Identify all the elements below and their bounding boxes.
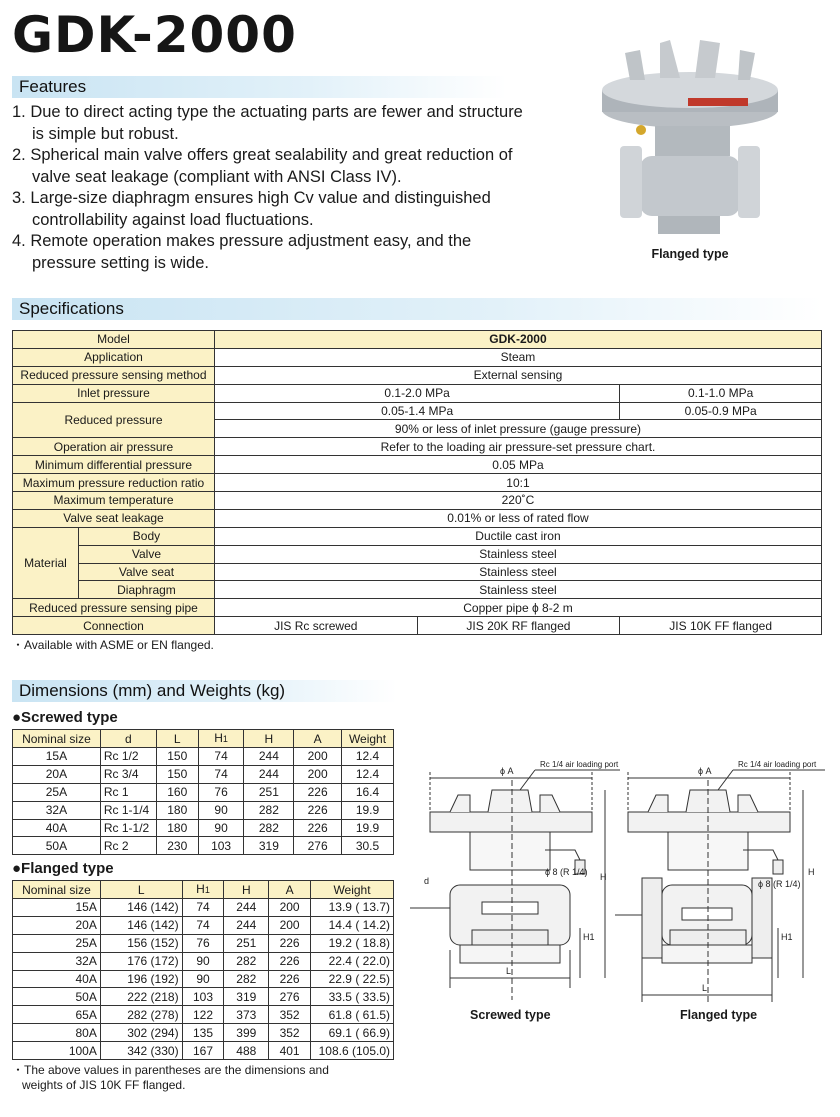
table-cell: 108.6 (105.0) (311, 1042, 394, 1060)
table-row (13, 331, 822, 349)
table-cell: 200 (294, 765, 342, 783)
table-cell: 135 (182, 1024, 224, 1042)
spec-value: JIS 20K RF flanged (417, 617, 620, 635)
table-row (13, 952, 394, 970)
table-cell: 244 (244, 765, 294, 783)
spec-label: Maximum temperature (13, 492, 215, 510)
feature-item: 2. Spherical main valve offers great sealability and great reduction of valve seat leakage (compliant with ANSI Class IV). (12, 146, 513, 186)
table-row (13, 916, 394, 934)
table-cell: 15A (13, 899, 101, 917)
screwed-dimensions-table (12, 729, 394, 855)
table-cell: 20A (13, 916, 101, 934)
table-cell: 22.9 ( 22.5) (311, 970, 394, 988)
table-cell: 19.2 ( 18.8) (311, 934, 394, 952)
column-header: H (224, 881, 269, 899)
table-row (13, 456, 822, 474)
spec-value: External sensing (214, 366, 821, 384)
table-cell: 150 (156, 748, 198, 766)
spec-label: Valve seat (78, 563, 214, 581)
table-cell: 19.9 (342, 819, 394, 837)
table-cell: Rc 1-1/2 (100, 819, 156, 837)
table-cell: 20A (13, 765, 101, 783)
table-row (13, 438, 822, 456)
table-cell: 196 (192) (100, 970, 182, 988)
flanged-H1-label: H1 (781, 932, 793, 942)
table-row (13, 366, 822, 384)
table-cell: 282 (244, 819, 294, 837)
feature-item: 3. Large-size diaphragm ensures high Cv value and distinguished controllability against load fluctuations. (12, 189, 491, 229)
table-cell: 90 (182, 970, 224, 988)
dimensions-note-line: weights of JIS 10K FF flanged. (22, 1078, 186, 1092)
table-row (13, 348, 822, 366)
table-cell: 14.4 ( 14.2) (311, 916, 394, 934)
table-cell: 401 (269, 1042, 311, 1060)
table-cell: 282 (224, 970, 269, 988)
table-cell: 74 (198, 765, 244, 783)
table-row (13, 934, 394, 952)
spec-value: Stainless steel (214, 581, 821, 599)
table-row (13, 527, 822, 545)
flanged-port-label: Rc 1/4 air loading port (738, 760, 817, 769)
screwed-H1-label: H1 (583, 932, 595, 942)
table-row (13, 801, 394, 819)
spec-value: Refer to the loading air pressure-set pressure chart. (214, 438, 821, 456)
spec-value: Steam (214, 348, 821, 366)
table-cell: 76 (182, 934, 224, 952)
table-row (13, 509, 822, 527)
screwed-port-label: Rc 1/4 air loading port (540, 760, 619, 769)
spec-label: Reduced pressure (13, 402, 215, 438)
spec-label: Body (78, 527, 214, 545)
table-row (13, 545, 822, 563)
product-photo (600, 38, 780, 243)
table-row (13, 1006, 394, 1024)
flanged-phi8-label: ϕ 8 (R 1/4) (758, 879, 801, 889)
specifications-table (12, 330, 822, 635)
table-cell: 100A (13, 1042, 101, 1060)
table-cell: 319 (224, 988, 269, 1006)
table-row (13, 617, 822, 635)
screwed-type-drawing (410, 760, 620, 1000)
table-cell: 244 (224, 899, 269, 917)
page-title: GDK-2000 (12, 6, 297, 64)
feature-item: 1. Due to direct acting type the actuating parts are fewer and structure is simple but robust. (12, 103, 523, 143)
flanged-drawing-caption: Flanged type (680, 1008, 758, 1022)
table-cell: 302 (294) (100, 1024, 182, 1042)
table-cell: 90 (182, 952, 224, 970)
table-row (13, 819, 394, 837)
table-row (13, 988, 394, 1006)
table-cell: 180 (156, 819, 198, 837)
flanged-H-label: H (808, 867, 815, 877)
table-cell: 160 (156, 783, 198, 801)
specifications-heading: Specifications (12, 298, 822, 320)
spec-value: GDK-2000 (214, 331, 821, 349)
table-cell: 50A (13, 837, 101, 855)
table-cell: 33.5 ( 33.5) (311, 988, 394, 1006)
table-cell: Rc 1 (100, 783, 156, 801)
table-cell: 251 (244, 783, 294, 801)
table-row (13, 783, 394, 801)
table-cell: 399 (224, 1024, 269, 1042)
table-cell: 226 (269, 970, 311, 988)
table-cell: 103 (182, 988, 224, 1006)
feature-item: 4. Remote operation makes pressure adjustment easy, and the pressure setting is wide. (12, 232, 472, 272)
table-row (13, 563, 822, 581)
spec-label: Material (13, 527, 79, 599)
table-cell: 15A (13, 748, 101, 766)
table-cell: 282 (224, 952, 269, 970)
spec-value: 10:1 (214, 474, 821, 492)
table-cell: 90 (198, 819, 244, 837)
column-header: Nominal size (13, 881, 101, 899)
column-header: Weight (311, 881, 394, 899)
table-cell: 156 (152) (100, 934, 182, 952)
spec-label: Model (13, 331, 215, 349)
table-cell: 74 (182, 916, 224, 934)
spec-value: Stainless steel (214, 563, 821, 581)
spec-label: Valve (78, 545, 214, 563)
table-cell: 226 (269, 934, 311, 952)
table-cell: Rc 1-1/4 (100, 801, 156, 819)
column-header: d (100, 730, 156, 748)
spec-value: Ductile cast iron (214, 527, 821, 545)
table-cell: 25A (13, 934, 101, 952)
spec-value: 0.1-2.0 MPa (214, 384, 619, 402)
table-cell: 352 (269, 1006, 311, 1024)
table-cell: 22.4 ( 22.0) (311, 952, 394, 970)
spec-label: Operation air pressure (13, 438, 215, 456)
table-cell: 176 (172) (100, 952, 182, 970)
table-cell: 282 (244, 801, 294, 819)
table-row (13, 899, 394, 917)
screwed-L-label: L (506, 966, 512, 976)
table-cell: 276 (269, 988, 311, 1006)
spec-value: 90% or less of inlet pressure (gauge pressure) (214, 420, 821, 438)
table-cell: 222 (218) (100, 988, 182, 1006)
spec-label: Inlet pressure (13, 384, 215, 402)
spec-label: Maximum pressure reduction ratio (13, 474, 215, 492)
table-cell: 103 (198, 837, 244, 855)
table-cell: 146 (142) (100, 916, 182, 934)
table-cell: 282 (278) (100, 1006, 182, 1024)
spec-label: Valve seat leakage (13, 509, 215, 527)
table-row (13, 765, 394, 783)
table-cell: Rc 3/4 (100, 765, 156, 783)
table-row (13, 581, 822, 599)
table-cell: 80A (13, 1024, 101, 1042)
table-cell: 150 (156, 765, 198, 783)
table-cell: 488 (224, 1042, 269, 1060)
table-cell: 65A (13, 1006, 101, 1024)
table-cell: 244 (244, 748, 294, 766)
table-row (13, 970, 394, 988)
table-cell: 226 (294, 801, 342, 819)
dimension-drawings (400, 750, 840, 1040)
table-cell: 230 (156, 837, 198, 855)
table-cell: 32A (13, 952, 101, 970)
table-cell: 180 (156, 801, 198, 819)
table-cell: 76 (198, 783, 244, 801)
screwed-H-label: H (600, 872, 607, 882)
flanged-dimensions-table (12, 880, 394, 1060)
spec-value: 0.05-0.9 MPa (620, 402, 822, 420)
flanged-type-heading: ●Flanged type (12, 860, 114, 877)
features-list (12, 102, 537, 274)
spec-label: Diaphragm (78, 581, 214, 599)
table-header-row (13, 730, 394, 748)
spec-value: 0.1-1.0 MPa (620, 384, 822, 402)
table-cell: 146 (142) (100, 899, 182, 917)
table-cell: 25A (13, 783, 101, 801)
spec-value: 0.05 MPa (214, 456, 821, 474)
table-cell: 200 (269, 899, 311, 917)
table-cell: 12.4 (342, 765, 394, 783)
table-cell: 50A (13, 988, 101, 1006)
column-header: A (269, 881, 311, 899)
spec-value: 220˚C (214, 492, 821, 510)
table-cell: Rc 1/2 (100, 748, 156, 766)
table-cell: 352 (269, 1024, 311, 1042)
table-cell: 373 (224, 1006, 269, 1024)
table-row (13, 384, 822, 402)
screwed-drawing-caption: Screwed type (470, 1008, 551, 1022)
column-header: H1 (198, 730, 244, 748)
column-header: Nominal size (13, 730, 101, 748)
spec-value: JIS 10K FF flanged (620, 617, 822, 635)
table-cell: 342 (330) (100, 1042, 182, 1060)
spec-value: 0.01% or less of rated flow (214, 509, 821, 527)
table-cell: 276 (294, 837, 342, 855)
table-cell: 69.1 ( 66.9) (311, 1024, 394, 1042)
spec-value: Copper pipe ϕ 8-2 m (214, 599, 821, 617)
table-cell: 226 (269, 952, 311, 970)
table-cell: 19.9 (342, 801, 394, 819)
table-row (13, 474, 822, 492)
spec-value: 0.05-1.4 MPa (214, 402, 619, 420)
spec-value: JIS Rc screwed (214, 617, 417, 635)
table-cell: 40A (13, 970, 101, 988)
table-cell: 319 (244, 837, 294, 855)
features-heading: Features (12, 76, 507, 98)
table-cell: 122 (182, 1006, 224, 1024)
table-row (13, 599, 822, 617)
table-cell: 200 (269, 916, 311, 934)
screwed-phiA-label: ϕ A (500, 766, 514, 776)
spec-label: Minimum differential pressure (13, 456, 215, 474)
table-cell: 30.5 (342, 837, 394, 855)
column-header: A (294, 730, 342, 748)
table-row (13, 837, 394, 855)
column-header: L (100, 881, 182, 899)
flanged-phiA-label: ϕ A (698, 766, 712, 776)
spec-label: Connection (13, 617, 215, 635)
table-row (13, 402, 822, 420)
table-row (13, 1024, 394, 1042)
spec-note: ・Available with ASME or EN flanged. (12, 638, 214, 652)
dimensions-heading: Dimensions (mm) and Weights (kg) (12, 680, 397, 702)
spec-label: Reduced pressure sensing pipe (13, 599, 215, 617)
table-cell: 226 (294, 783, 342, 801)
column-header: L (156, 730, 198, 748)
table-cell: 12.4 (342, 748, 394, 766)
flanged-L-label: L (702, 983, 708, 993)
table-cell: 40A (13, 819, 101, 837)
table-cell: 90 (198, 801, 244, 819)
dimensions-note (12, 1063, 329, 1093)
table-cell: 74 (182, 899, 224, 917)
table-cell: 244 (224, 916, 269, 934)
screwed-type-heading: ●Screwed type (12, 709, 118, 726)
table-cell: 61.8 ( 61.5) (311, 1006, 394, 1024)
table-cell: 251 (224, 934, 269, 952)
table-row (13, 492, 822, 510)
column-header: H (244, 730, 294, 748)
table-header-row (13, 881, 394, 899)
spec-value: Stainless steel (214, 545, 821, 563)
dimensions-note-line: ・The above values in parentheses are the dimensions and (12, 1063, 329, 1077)
table-cell: 32A (13, 801, 101, 819)
table-row (13, 748, 394, 766)
table-cell: 200 (294, 748, 342, 766)
column-header: Weight (342, 730, 394, 748)
table-cell: 226 (294, 819, 342, 837)
table-cell: 167 (182, 1042, 224, 1060)
spec-label: Application (13, 348, 215, 366)
spec-label: Reduced pressure sensing method (13, 366, 215, 384)
table-row (13, 1042, 394, 1060)
table-cell: 16.4 (342, 783, 394, 801)
flanged-type-drawing (615, 760, 825, 1005)
table-cell: Rc 2 (100, 837, 156, 855)
table-cell: 74 (198, 748, 244, 766)
screwed-phi8-label: ϕ 8 (R 1/4) (545, 867, 588, 877)
photo-caption: Flanged type (651, 247, 729, 261)
column-header: H1 (182, 881, 224, 899)
screwed-d-label: d (424, 876, 430, 886)
table-cell: 13.9 ( 13.7) (311, 899, 394, 917)
